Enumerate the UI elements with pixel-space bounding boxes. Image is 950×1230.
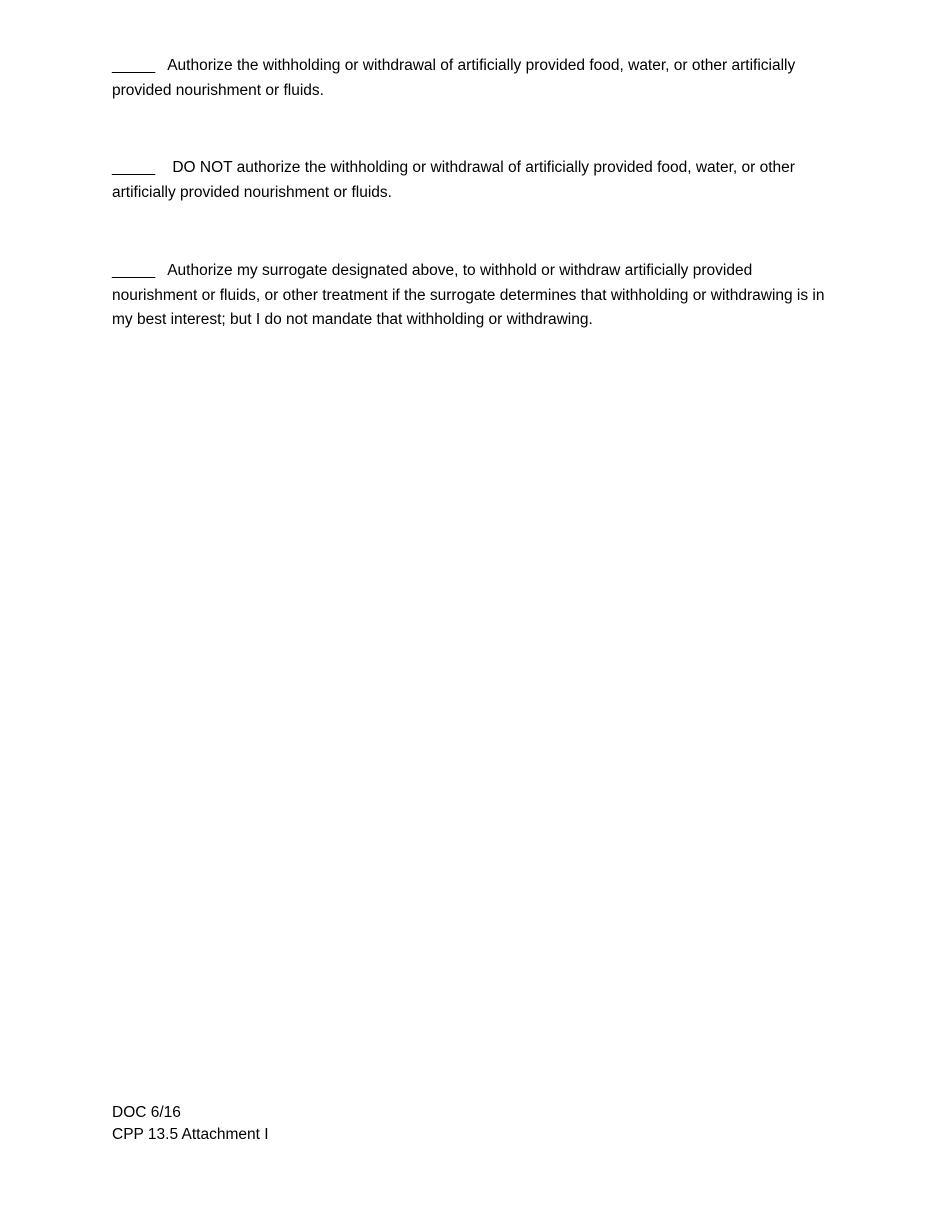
footer-policy-reference: CPP 13.5 Attachment I	[112, 1126, 269, 1143]
footer-doc-date: DOC 6/16	[112, 1104, 181, 1121]
initial-blank-line[interactable]: _____	[112, 57, 156, 74]
option-authorize-withholding	[112, 54, 832, 103]
document-footer	[112, 1102, 269, 1146]
option-text: Authorize my surrogate designated above, to withhold or withdraw artificially provided nourishment or fluids, or other treatment if the surrogate determines that withholding or withdrawing is in my best interest; but I do not mandate that withholding or withdrawing.	[112, 262, 825, 328]
option-text: Authorize the withholding or withdrawal of artificially provided food, water, or other artificially provided nourishment or fluids.	[112, 57, 796, 99]
initial-blank-line[interactable]: _____	[112, 262, 156, 279]
option-do-not-authorize-withholding	[112, 156, 832, 205]
initial-blank-line[interactable]: _____	[112, 159, 156, 176]
option-authorize-surrogate	[112, 259, 832, 333]
option-text: DO NOT authorize the withholding or withdrawal of artificially provided food, water, or other artificially provided nourishment or fluids.	[112, 159, 795, 201]
